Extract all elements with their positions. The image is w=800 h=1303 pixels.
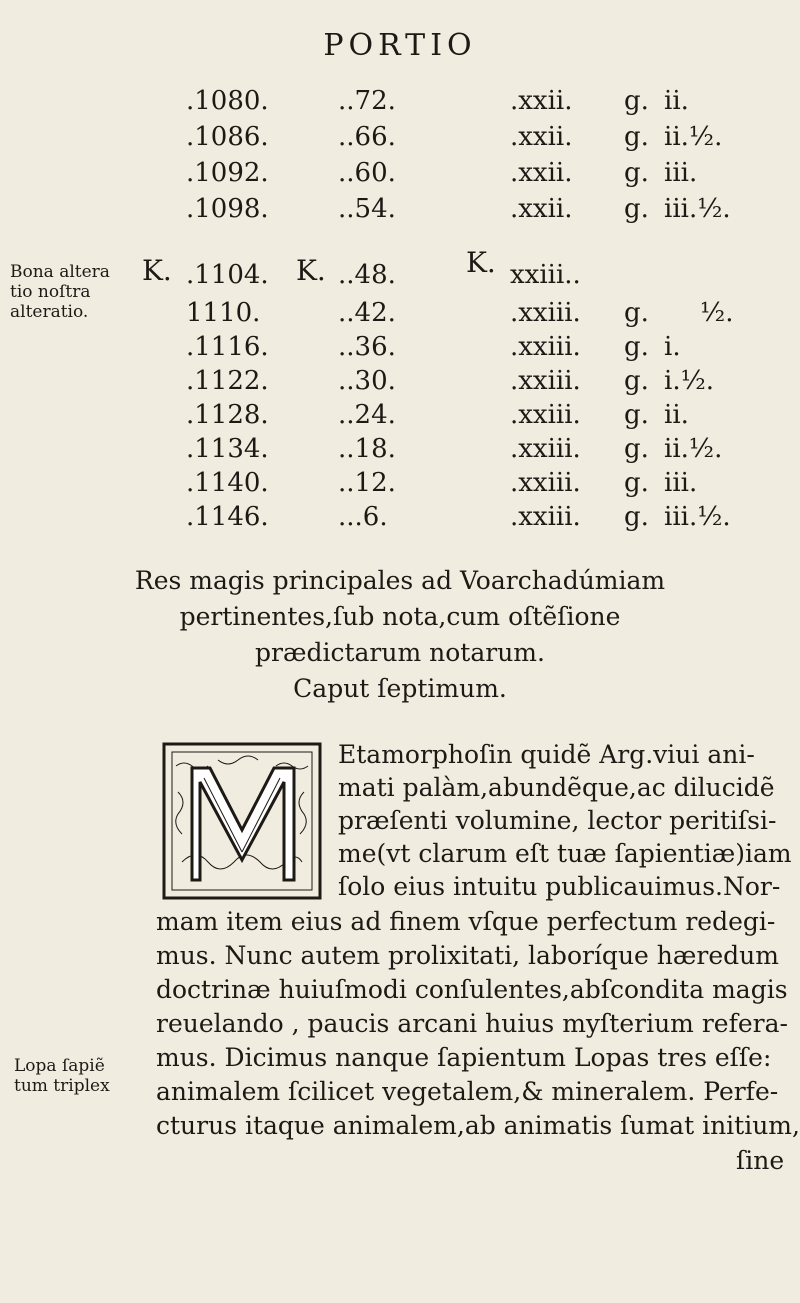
k-label-left: K.	[142, 254, 172, 287]
table-row	[0, 86, 800, 126]
body-line: me(vt clarum eſt tuæ ſapientiæ)iam	[338, 839, 792, 868]
table-cell: .xxii.	[510, 158, 573, 188]
margin-note-line: tum triplex	[14, 1076, 110, 1096]
table-cell: ..48.	[338, 260, 396, 290]
table-cell: .xxiii.	[510, 468, 581, 498]
body-line: cturus itaque animalem,ab animatis ſumat initium,	[156, 1111, 800, 1140]
margin-note-line: Bona altera	[10, 262, 110, 282]
heading-line: Res magis principales ad Voarchadúmiam	[134, 566, 666, 595]
table-cell: i.	[664, 332, 681, 362]
table-cell: ii.½.	[664, 122, 723, 152]
table-cell: ½.	[700, 298, 734, 328]
margin-note-line: Lopa ſapiẽ	[14, 1056, 105, 1076]
body-line: animalem ſcilicet vegetalem,& mineralem. Perfe-	[156, 1077, 779, 1106]
table-cell: .1080.	[186, 86, 269, 116]
margin-note-line: tio noſtra	[10, 282, 91, 302]
table-cell: 1110.	[186, 298, 261, 328]
body-line: mus. Nunc autem prolixitati, laboríque hæredum	[156, 941, 779, 970]
table-cell: g.	[624, 332, 649, 362]
table-cell: .1092.	[186, 158, 269, 188]
table-cell: g.	[624, 194, 649, 224]
table-cell: iii.	[664, 158, 698, 188]
heading-line: prædictarum notarum.	[255, 638, 545, 667]
table-cell: ..72.	[338, 86, 396, 116]
table-cell: ..60.	[338, 158, 396, 188]
table-cell: g.	[624, 502, 649, 532]
table-cell: iii.½.	[664, 502, 731, 532]
table-cell: ..24.	[338, 400, 396, 430]
table-cell: .xxiii.	[510, 332, 581, 362]
table-cell: g.	[624, 366, 649, 396]
body-line: mam item eius ad finem vſque perfectum redegi-	[156, 907, 776, 936]
table-cell: g.	[624, 434, 649, 464]
body-line: doctrinæ huiuſmodi conſulentes,abſcondita magis	[156, 975, 788, 1004]
table-cell: .xxiii.	[510, 502, 581, 532]
table-cell: ..54.	[338, 194, 396, 224]
table-cell: ..12.	[338, 468, 396, 498]
table-cell: g.	[624, 86, 649, 116]
table-cell: .1146.	[186, 502, 269, 532]
margin-note-line: alteratio.	[10, 302, 89, 322]
table-cell: g.	[624, 468, 649, 498]
table-cell: .xxii.	[510, 194, 573, 224]
table-row	[0, 122, 800, 162]
table-cell: .1098.	[186, 194, 269, 224]
table-cell: .1140.	[186, 468, 269, 498]
table-cell: g.	[624, 158, 649, 188]
table-cell: .xxiii.	[510, 400, 581, 430]
table-row	[0, 260, 800, 300]
table-cell: .1086.	[186, 122, 269, 152]
table-cell: ...6.	[338, 502, 388, 532]
initial-m-ornament	[162, 742, 322, 900]
heading-line: Caput ſeptimum.	[293, 674, 507, 703]
table-cell: .xxiii.	[510, 298, 581, 328]
table-cell: .xxii.	[510, 86, 573, 116]
table-cell: .1128.	[186, 400, 269, 430]
table-row	[0, 502, 800, 542]
table-cell: ..30.	[338, 366, 396, 396]
k-label-middle: K.	[296, 254, 326, 287]
decorated-initial-m	[162, 742, 322, 900]
body-line: mus. Dicimus nanque ſapientum Lopas tres eſſe:	[156, 1043, 772, 1072]
table-cell: iii.½.	[664, 194, 731, 224]
table-cell: .1104.	[186, 260, 269, 290]
table-cell: .1134.	[186, 434, 269, 464]
table-cell: i.½.	[664, 366, 715, 396]
table-cell: iii.	[664, 468, 698, 498]
body-line: ſolo eius intuitu publicauimus.Nor-	[338, 872, 781, 901]
table-cell: xxiii..	[510, 260, 581, 290]
table-cell: .xxiii.	[510, 366, 581, 396]
k-label-right: K.	[466, 246, 496, 279]
table-cell: ii.	[664, 400, 689, 430]
table-cell: ii.½.	[664, 434, 723, 464]
table-cell: ii.	[664, 86, 689, 116]
table-row	[0, 194, 800, 234]
body-line: præſenti volumine, lector peritiſsi-	[338, 806, 777, 835]
body-line: Etamorphoſin quidẽ Arg.viui ani-	[338, 740, 755, 769]
table-cell: .xxiii.	[510, 434, 581, 464]
table-cell: ..66.	[338, 122, 396, 152]
table-cell: ..18.	[338, 434, 396, 464]
table-cell: .xxii.	[510, 122, 573, 152]
table-cell: .1122.	[186, 366, 269, 396]
table-cell: g.	[624, 122, 649, 152]
table-cell: ..42.	[338, 298, 396, 328]
body-line: reuelando , paucis arcani huius myſterium refera-	[156, 1009, 788, 1038]
table-row	[0, 158, 800, 198]
body-line: mati palàm,abundẽque,ac dilucidẽ	[338, 773, 775, 802]
table-cell: ..36.	[338, 332, 396, 362]
catchword: ſine	[736, 1146, 785, 1175]
heading-line: pertinentes,ſub nota,cum oſtẽſione	[179, 602, 621, 631]
table-cell: .1116.	[186, 332, 269, 362]
table-cell: g.	[624, 400, 649, 430]
table-cell: g.	[624, 298, 649, 328]
running-header: PORTIO	[323, 28, 477, 63]
margin-note	[14, 1056, 110, 1096]
